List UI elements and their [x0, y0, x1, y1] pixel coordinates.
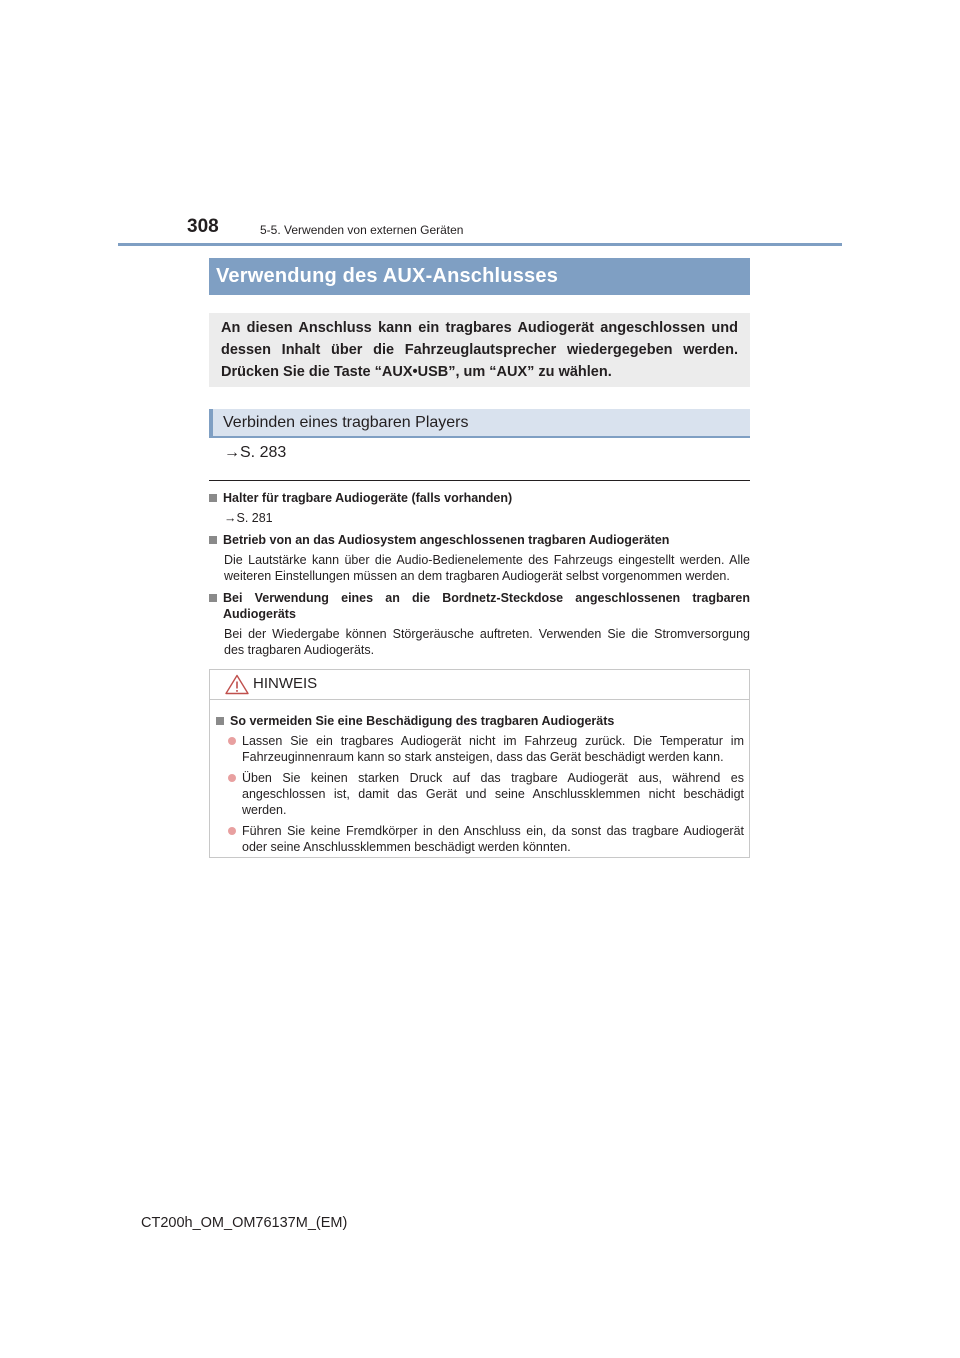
notice-header [210, 670, 749, 700]
page-title: Verwendung des AUX-Anschlusses [209, 258, 750, 295]
notice-title: HINWEIS [253, 675, 318, 692]
square-bullet-icon [209, 594, 217, 602]
notice-box [209, 669, 750, 858]
warning-triangle-icon [225, 674, 249, 695]
document-code: CT200h_OM_OM76137M_(EM) [141, 1215, 348, 1231]
subsection-title: Verbinden eines tragbaren Players [209, 409, 750, 438]
item-heading: Betrieb von an das Audiosystem angeschlossenen tragbaren Audiogeräten [223, 533, 670, 547]
round-bullet-icon [228, 774, 236, 782]
round-bullet-icon [228, 827, 236, 835]
info-item [209, 590, 750, 658]
page-header [118, 214, 842, 246]
item-heading: Bei Verwendung eines an die Bordnetz-Steckdose angeschlossenen tragbaren Audiogeräts [223, 591, 750, 621]
section-path: 5-5. Verwenden von externen Geräten [260, 223, 464, 237]
notice-point: Üben Sie keinen starken Druck auf das tragbare Audiogerät aus, während es angeschlossen ist, damit das Gerät und seine Anschlussklemmen nicht beschädigt werden. [228, 770, 744, 818]
square-bullet-icon [209, 494, 217, 502]
page-reference-link[interactable]: →S. 283 [224, 444, 287, 461]
round-bullet-icon [228, 737, 236, 745]
info-item [209, 532, 750, 584]
header-rule [118, 243, 842, 246]
divider [209, 480, 750, 481]
notice-point: Führen Sie keine Fremdkörper in den Anschluss ein, da sonst das tragbare Audiogerät oder seine Anschlussklemmen beschädigt werden könnten. [228, 823, 744, 855]
notice-list [228, 733, 744, 860]
intro-text: An diesen Anschluss kann ein tragbares Audiogerät angeschlossen und dessen Inhalt über die Fahrzeuglautsprecher wiedergegeben werden. Drücken Sie die Taste “AUX•USB”, um “AUX” zu wählen. [209, 313, 750, 387]
page-number: 308 [187, 216, 219, 237]
item-body: Bei der Wiedergabe können Störgeräusche auftreten. Verwenden Sie die Stromversorgung des tragbaren Audiogeräts. [224, 627, 750, 657]
square-bullet-icon [209, 536, 217, 544]
notice-subheading [216, 713, 744, 729]
item-body: Die Lautstärke kann über die Audio-Bedienelemente des Fahrzeugs eingestellt werden. Alle weiteren Einstellungen müssen an dem tragbaren Audiogerät selbst vorgenommen werden. [224, 553, 750, 583]
notice-point: Lassen Sie ein tragbares Audiogerät nicht im Fahrzeug zurück. Die Temperatur im Fahrzeuginnenraum kann so stark ansteigen, dass das Gerät beschädigt werden kann. [228, 733, 744, 765]
page-reference-link[interactable]: →S. 281 [224, 511, 273, 525]
info-item [209, 490, 750, 526]
square-bullet-icon [216, 717, 224, 725]
notice-subheading-text: So vermeiden Sie eine Beschädigung des tragbaren Audiogeräts [230, 714, 615, 728]
item-heading: Halter für tragbare Audiogeräte (falls vorhanden) [223, 491, 513, 505]
